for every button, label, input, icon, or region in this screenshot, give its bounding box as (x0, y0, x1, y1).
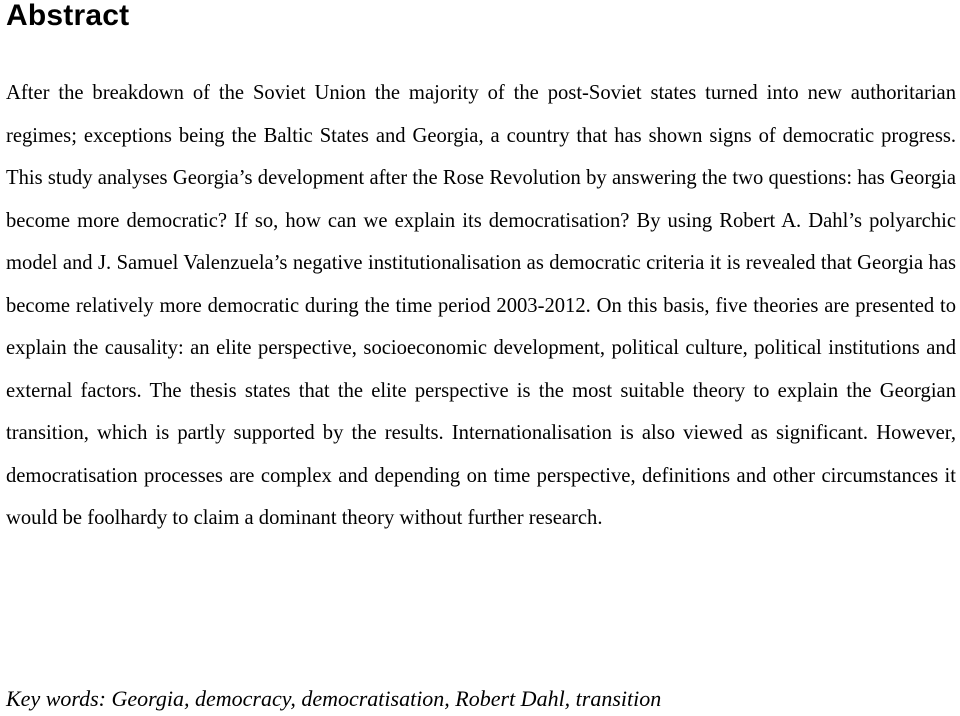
abstract-paragraph: After the breakdown of the Soviet Union the majority of the post-Soviet states turned into new authoritarian regimes; exceptions being the Baltic States and Georgia, a country that has shown signs of democratic progress. This study analyses Georgia’s development after the Rose Revolution by answering the two questions: has Georgia become more democratic? If so, how can we explain its democratisation? By using Robert A. Dahl’s polyarchic model and J. Samuel Valenzuela’s negative institutionalisation as democratic criteria it is revealed that Georgia has become relatively more democratic during the time period 2003-2012. On this basis, five theories are presented to explain the causality: an elite perspective, socioeconomic development, political culture, political institutions and external factors. The thesis states that the elite perspective is the most suitable theory to explain the Georgian transition, which is partly supported by the results. Internationalisation is also viewed as significant. However, democratisation processes are complex and depending on time perspective, definitions and other circumstances it would be foolhardy to claim a dominant theory without further research. (6, 82, 956, 529)
keywords-line: Key words: Georgia, democracy, democratisation, Robert Dahl, transition (6, 686, 662, 711)
section-heading: Abstract (6, 0, 130, 32)
